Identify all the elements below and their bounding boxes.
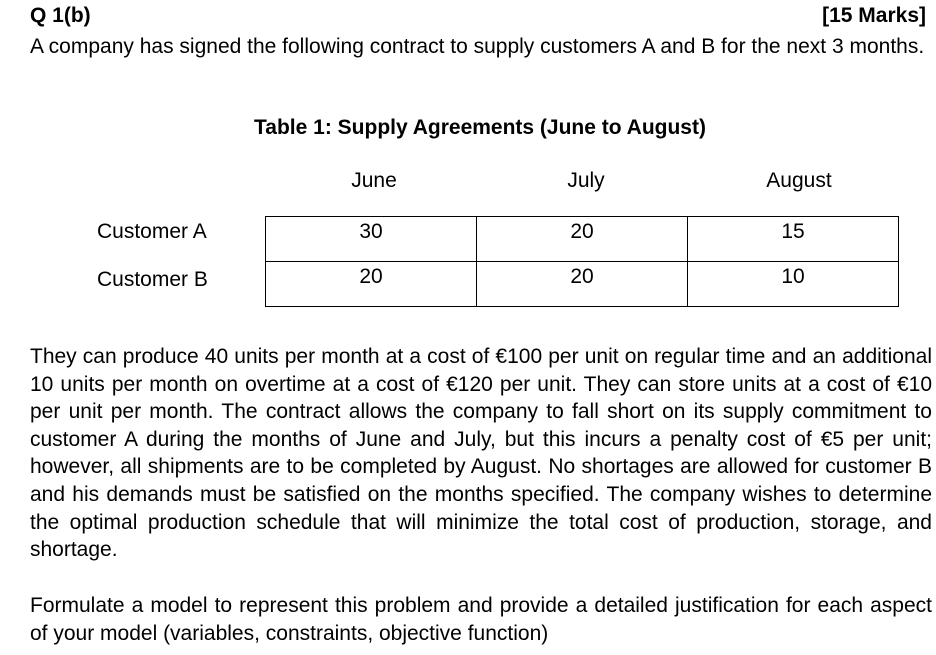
question-header xyxy=(30,4,926,30)
task-instruction: Formulate a model to represent this problem and provide a detailed justification for each aspect of your model (variables, constraints, objective function) xyxy=(30,594,932,645)
column-header-august: August xyxy=(766,169,832,192)
table-cell: 20 xyxy=(266,262,477,307)
problem-description: They can produce 40 units per month at a cost of €100 per unit on regular time and an additional 10 units per month on overtime at a cost of €120 per unit. They can store units at a cost of €10 per unit per month. The contract allows the company to fall short on its supply commitment to customer A during the months of June and July, but this incurs a penalty cost of €5 per unit; however, all shipments are to be completed by August. No shortages are allowed for customer B and his demands must be satisfied on the months specified. The company wishes to determine the optimal production schedule that will minimize the total cost of production, storage, and shortage. xyxy=(30,345,932,562)
table-row xyxy=(266,217,899,262)
question-number: Q 1(b) xyxy=(30,4,91,27)
row-label-customer-b: Customer B xyxy=(97,268,208,291)
table-cell: 30 xyxy=(266,217,477,262)
table-row xyxy=(266,262,899,307)
question-intro: A company has signed the following contract to supply customers A and B for the next 3 months. xyxy=(30,35,925,58)
table-cell: 20 xyxy=(477,217,688,262)
table-cell: 10 xyxy=(688,262,899,307)
table-cell: 20 xyxy=(477,262,688,307)
question-marks: [15 Marks] xyxy=(822,4,926,27)
table-title: Table 1: Supply Agreements (June to August) xyxy=(254,116,706,139)
table-cell: 15 xyxy=(688,217,899,262)
column-header-july: July xyxy=(567,169,605,192)
column-header-june: June xyxy=(351,169,397,192)
row-label-customer-a: Customer A xyxy=(97,220,207,243)
supply-table xyxy=(265,216,899,307)
